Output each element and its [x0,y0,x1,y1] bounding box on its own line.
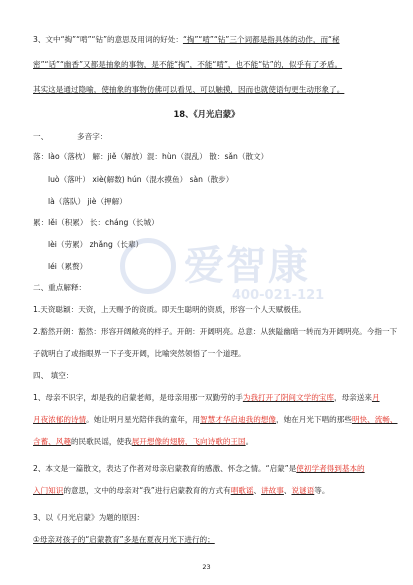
watermark-tel: 400-021-121 [232,288,325,303]
fill-1-answer-1: 为我打开了阴间文学的宝库 [242,393,334,402]
fill-1-answer-2: 月夜浓郁的诗情 [33,415,87,424]
polyphone-line-1: 落：lào（落枕） 解：jiě（解放）混：hùn（混乱） 散：sǎn（散文） [33,152,269,161]
q3-line1 [33,35,391,44]
watermark-brand: 爱智康 [184,243,310,289]
fill-1-line3 [33,437,391,446]
fill-2-answer-4: 说谜语 [291,486,315,495]
fill-2-text-2: 的意思，文中的母亲对“我”进行启蒙教育的方式有 [63,486,231,495]
q3-answer-part3: 其实这是通过隐喻，使抽象的事物仿佛可以看见、可以触摸，因而也就使语句更生动形象了。 [33,85,345,94]
explanation-2-line2: 子就明白了或指眼界一下子变开阔，比喻突然领悟了一个道理。 [33,349,246,358]
polyphone-line-2: luò（落叶） xiè(解数) hún（混水摸鱼） sàn（散步） [48,175,234,184]
polyphone-line-3: là（落队） jiè（押解） [48,197,127,206]
fill-3-line1: 3、以《月光启蒙》为题的原因： [33,513,145,522]
fill-2-sep-1: 、 [253,486,262,495]
fill-1-text-4: ，她在月光下唱的那些 [276,415,352,424]
fill-2-text-3: 等。 [314,486,330,495]
fill-2-answer-1-part1: 使初学者得到基本的 [296,464,365,473]
fill-2-line1 [33,464,391,473]
section-2-heading: 二、重点解释： [33,283,87,292]
fill-1-answer-5: 含蓄、风趣 [33,437,71,446]
fill-1-answer-4: 明快、流畅、 [351,415,398,424]
polyphone-line-5: lèi（劳累） zhǎng（长辈） [48,240,144,249]
q3-lead: 3、文中“掏”“啃”“钻”的意思及用词的好处： [33,35,183,44]
polyphone-line-6: léi（累赘） [48,262,88,271]
section-1-heading [33,132,391,141]
fill-2-answer-2: 唱歌谣 [230,486,254,495]
fill-2-answer-3: 讲故事 [261,486,284,495]
fill-2-answer-1-part2: 入门知识 [33,486,64,495]
fill-3-answer-1: ①母亲对孩子的“启蒙教育”多是在夏夜月光下进行的； [33,535,215,544]
fill-1-text-6: 。 [245,437,254,446]
fill-1-line1 [33,393,391,402]
page-number: 23 [202,563,211,571]
fill-2-text-1: 2、本文是一篇散文，表达了作者对母亲启蒙教育的感激、怀念之情。“启蒙”是 [33,464,297,473]
fill-1-text-5: 的民歌民谣，使我 [70,437,132,446]
fill-1-answer-2-start: 月 [371,393,380,402]
fill-1-text-2: ，母亲送来 [333,393,372,402]
fill-1-text-3: 。她让明月星光陪伴我的童年，用 [86,415,201,424]
fill-1-text-1: 1、母亲不识字，却是我的启蒙老师，是母亲用那一双勤劳的手 [33,393,243,402]
explanation-2-line1: 2.豁然开朗：豁然：形容开阔敞亮的样子。开朗：开阔明亮。总意：从狭隘幽暗一转而为开阔明亮。今指一下 [33,327,398,336]
fill-2-line2 [33,486,391,495]
fill-1-answer-6: 展开想像的翅膀，飞向诗歌的王国 [131,437,246,446]
section-1-label: 多音字： [77,132,108,141]
fill-2-sep-2: 、 [283,486,292,495]
explanation-1: 1.天资聪颖：天资，上天赐予的资质。即天生聪明的资质，形容一个人天赋极佳。 [33,305,307,314]
lesson-title: 18、《月光启蒙》 [173,109,240,119]
section-4-heading: 四、 填空： [33,371,74,380]
polyphone-line-4: 累：lěi（积累） 长：cháng（长城） [33,218,159,227]
q3-answer-part1: “掏”“啃”“钻”三个词都是指具体的动作，而“秘 [182,35,340,44]
fill-1-answer-3: 智慧才华启迪我的想像 [200,415,276,424]
q3-answer-part2: 密”“话”“幽香”又都是抽象的事物，是不能“掏”，不能“啃”，也不能“钻”的，似乎有了矛盾。 [33,60,343,69]
section-1-number: 一、 [33,132,49,141]
fill-1-line2 [33,415,398,424]
